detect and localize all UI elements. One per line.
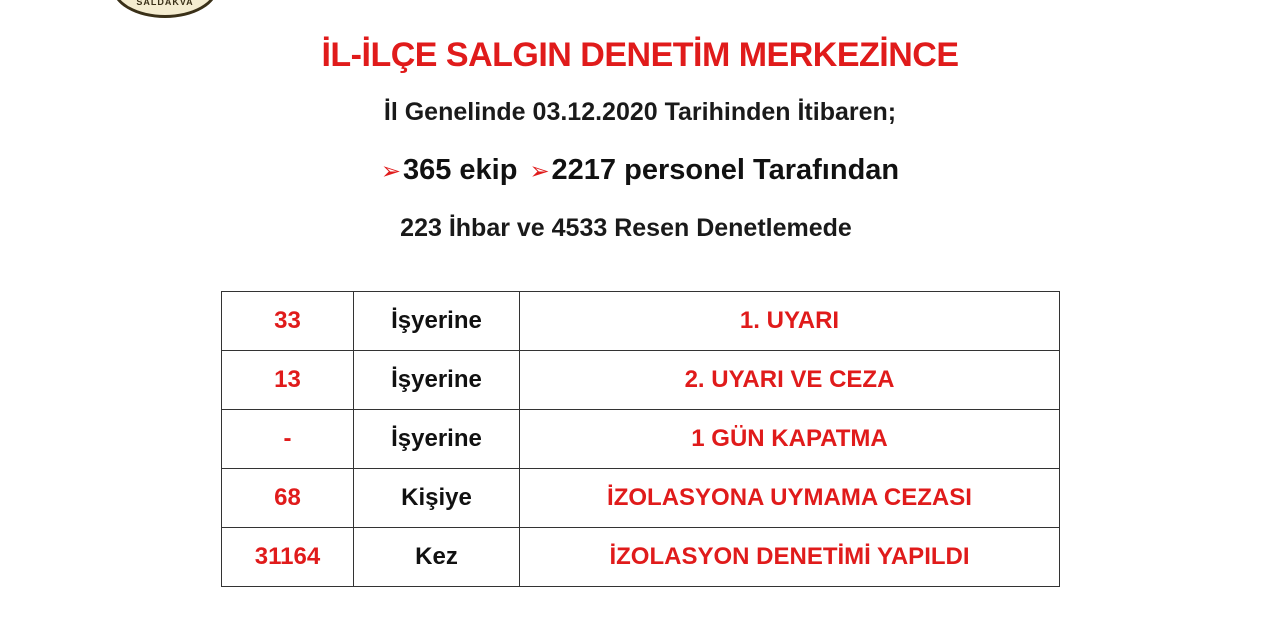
unit-cell: Kez xyxy=(354,528,520,587)
date-subtitle: İl Genelinde 03.12.2020 Tarihinden İtibaren; xyxy=(383,98,897,126)
action-cell: 1 GÜN KAPATMA xyxy=(520,410,1060,469)
logo-seal xyxy=(112,0,218,18)
arrow-bullet-icon: ➢ xyxy=(529,158,550,185)
unit-cell: İşyerine xyxy=(354,292,520,351)
action-cell: 1. UYARI xyxy=(520,292,1060,351)
count-cell: 33 xyxy=(222,292,354,351)
results-table xyxy=(221,291,1060,587)
inspections-line: 223 İhbar ve 4533 Resen Denetlemede xyxy=(400,214,852,242)
teams-line xyxy=(0,154,1280,187)
unit-cell: Kişiye xyxy=(354,469,520,528)
page-title: İL-İLÇE SALGIN DENETİM MERKEZİNCE xyxy=(321,36,959,74)
count-cell: 31164 xyxy=(222,528,354,587)
table-row xyxy=(222,528,1060,587)
team-count: 365 ekip xyxy=(402,154,518,186)
arrow-bullet-icon: ➢ xyxy=(380,158,401,185)
table-row xyxy=(222,292,1060,351)
table-row xyxy=(222,351,1060,410)
logo-text: SALDAKVA xyxy=(136,0,194,7)
unit-cell: İşyerine xyxy=(354,351,520,410)
action-cell: İZOLASYONA UYMAMA CEZASI xyxy=(520,469,1060,528)
action-cell: 2. UYARI VE CEZA xyxy=(520,351,1060,410)
unit-cell: İşyerine xyxy=(354,410,520,469)
action-cell: İZOLASYON DENETİMİ YAPILDI xyxy=(520,528,1060,587)
table-row xyxy=(222,410,1060,469)
personnel-count: 2217 personel Tarafından xyxy=(551,154,900,186)
count-cell: 68 xyxy=(222,469,354,528)
table-row xyxy=(222,469,1060,528)
count-cell: - xyxy=(222,410,354,469)
count-cell: 13 xyxy=(222,351,354,410)
